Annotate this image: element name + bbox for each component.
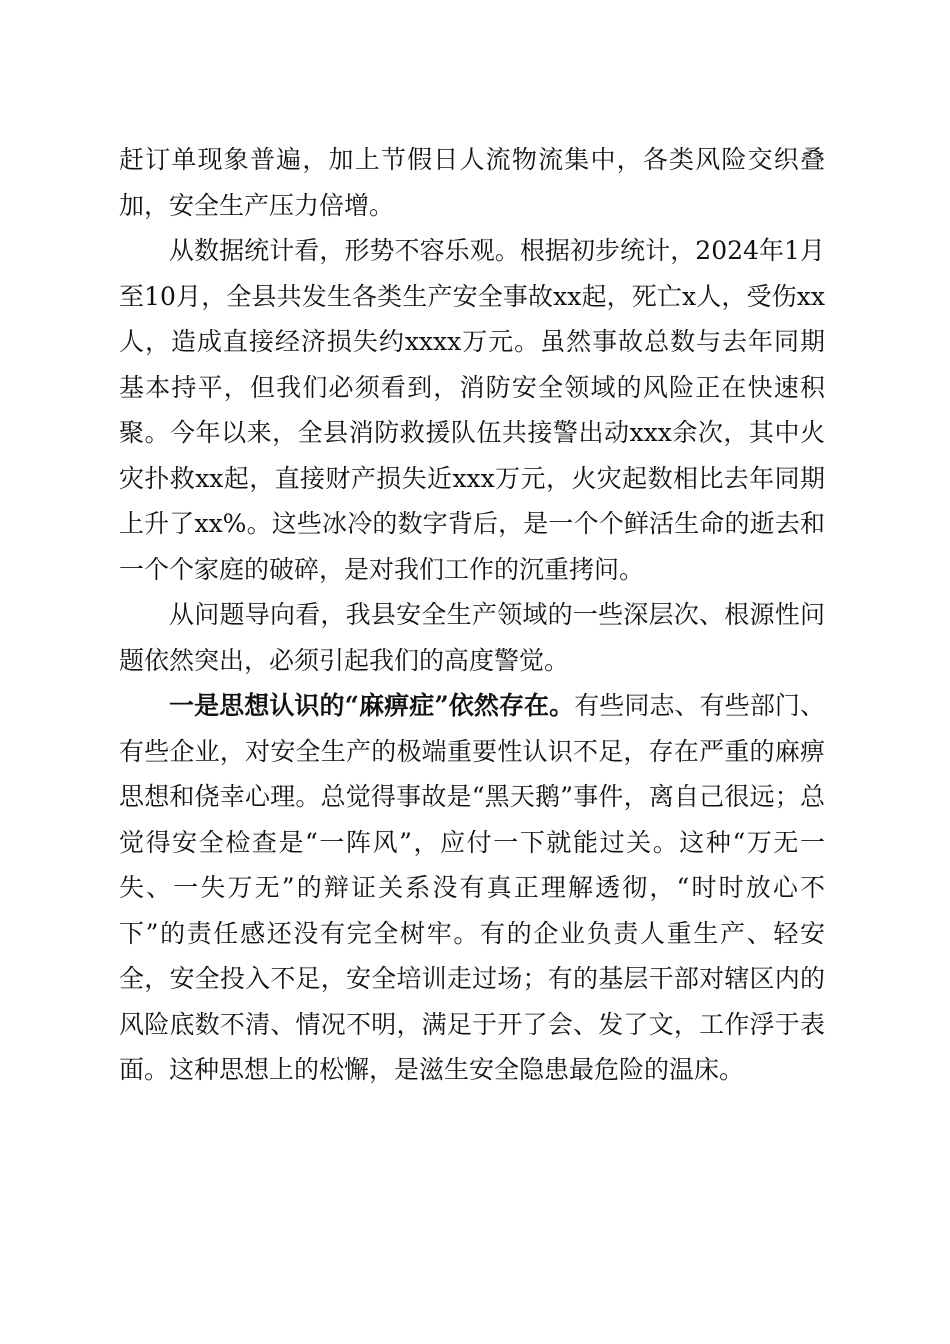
paragraph-continuation bbox=[119, 137, 825, 228]
paragraph-statistics bbox=[119, 228, 825, 592]
paragraph-problems bbox=[119, 592, 825, 683]
paragraph-text: 有些同志、有些部门、有些企业，对安全生产的极端重要性认识不足，存在严重的麻痹思想和侥幸心理。总觉得事故是“黑天鹅”事件，离自己很远；总觉得安全检查是“一阵风”，应付一下就能过关。这种“万无一失、一失万无”的辩证关系没有真正理解透彻，“时时放心不下”的责任感还没有完全树牢。有的企业负责人重生产、轻安全，安全投入不足，安全培训走过场；有的基层干部对辖区内的风险底数不清、情况不明，满足于开了会、发了文，工作浮于表面。这种思想上的松懈，是滋生安全隐患最危险的温床。 bbox=[119, 691, 825, 1084]
paragraph-first-issue bbox=[119, 683, 825, 1093]
paragraph-text: 从问题导向看，我县安全生产领域的一些深层次、根源性问题依然突出，必须引起我们的高度警觉。 bbox=[119, 600, 825, 675]
paragraph-text: 从数据统计看，形势不容乐观。根据初步统计，2024年1月至10月，全县共发生各类生产安全事故xx起，死亡x人，受伤xx人，造成直接经济损失约xxxx万元。虽然事故总数与去年同期基本持平，但我们必须看到，消防安全领域的风险正在快速积聚。今年以来，全县消防救援队伍共接警出动xxx余次，其中火灾扑救xx起，直接财产损失近xxx万元，火灾起数相比去年同期上升了xx%。这些冰冷的数字背后，是一个个鲜活生命的逝去和一个个家庭的破碎，是对我们工作的沉重拷问。 bbox=[119, 236, 825, 584]
document-page bbox=[119, 137, 825, 1093]
paragraph-text: 赶订单现象普遍，加上节假日人流物流集中，各类风险交织叠加，安全生产压力倍增。 bbox=[119, 145, 825, 220]
paragraph-heading: 一是思想认识的“麻痹症”依然存在。 bbox=[169, 691, 575, 720]
